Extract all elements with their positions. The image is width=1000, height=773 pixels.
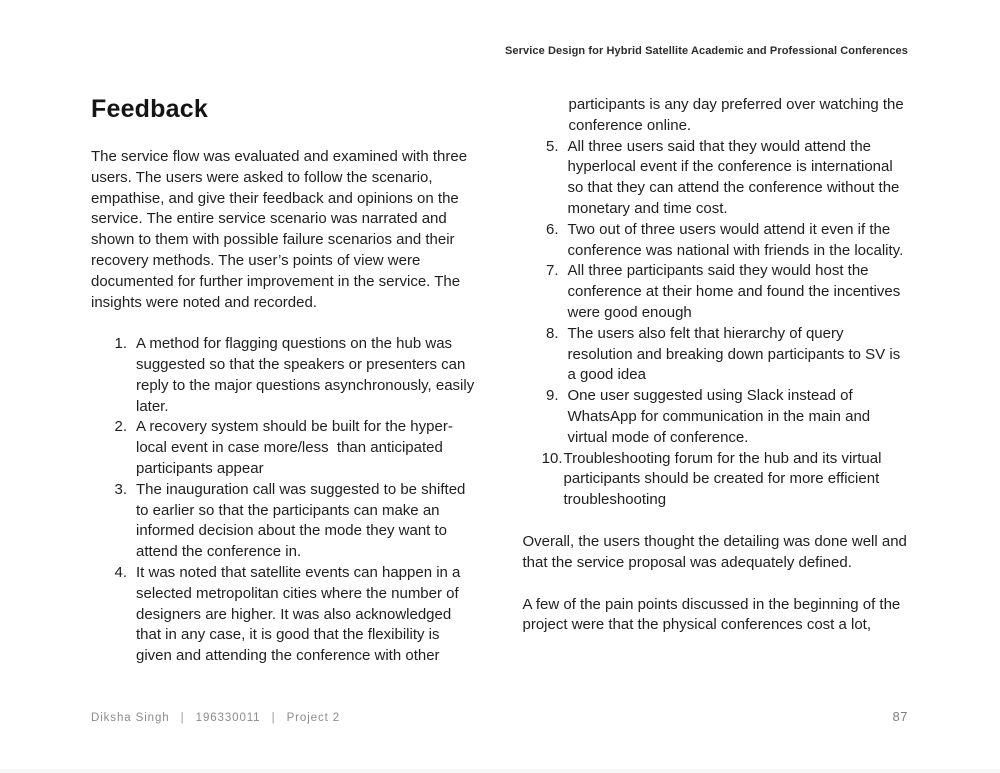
list-item-number: 2. [114, 418, 127, 436]
list-item-number: 8. [545, 324, 559, 342]
list-item-4-continuation: participants is any day preferred over watching the conference online. [568, 96, 908, 134]
list-item-text: A method for flagging questions on the hub was suggested so that the speakers or presenters can reply to the major questions asynchronously, easily later. [136, 335, 479, 415]
list-item-number: 5. [545, 137, 559, 155]
list-item-text: One user suggested using Slack instead of WhatsApp for communication in the main and virtual mode of conference. [567, 387, 875, 446]
right-column [522, 95, 912, 667]
list-item-number: 7. [545, 262, 559, 280]
two-column-layout [91, 95, 912, 667]
page-number: 87 [892, 709, 908, 724]
left-column [91, 95, 477, 667]
list-item [523, 324, 909, 386]
summary-paragraph: Overall, the users thought the detailing was done well and that the service proposal was adequately defined. [522, 532, 912, 571]
list-item-text: The inauguration call was suggested to be shifted to earlier so that the participants can make an informed decision about the mode they want to attend the conference in. [136, 480, 470, 561]
list-item-number: 9. [545, 387, 559, 405]
list-item [91, 480, 477, 563]
list-item-text: A recovery system should be built for the hyper-local event in case more/less than anticipated participants appear [136, 418, 453, 477]
page-footer [91, 709, 908, 724]
list-item-number: 4. [114, 563, 127, 581]
list-item [523, 220, 909, 262]
list-item [523, 261, 909, 323]
feedback-list-left [91, 334, 477, 667]
list-item-number: 10. [541, 449, 563, 467]
feedback-list-right [523, 137, 909, 511]
list-item-text: The users also felt that hierarchy of query resolution and breaking down participants to SV is a good idea [567, 324, 905, 384]
list-item-number: 6. [545, 220, 559, 238]
list-item [91, 417, 477, 479]
list-item-text: All three users said that they would attend the hyperlocal event if the conference is international so that they can attend the conference without the monetary and time cost. [567, 137, 904, 217]
list-item-text: Two out of three users would attend it even if the conference was national with friends in the locality. [567, 220, 904, 259]
list-item [523, 137, 909, 220]
footer-author-info [91, 712, 340, 724]
list-item [91, 563, 477, 667]
list-item [523, 449, 909, 511]
footer-separator: | [271, 712, 276, 724]
intro-paragraph: The service flow was evaluated and examined with three users. The users were asked to follow the scenario, empathise, and give their feedback and opinions on the service. The entire service scenario was narrated and shown to them with possible failure scenarios and their recovery methods. The user’s points of view were documented for further improvement in the service. The insights were noted and recorded. [91, 148, 472, 311]
footer-student-id: 196330011 [195, 712, 261, 724]
list-item [523, 386, 909, 448]
section-heading: Feedback [91, 95, 208, 123]
list-item-text: Troubleshooting forum for the hub and its virtual participants should be created for more efficient troubleshooting [563, 449, 886, 509]
list-item-number: 1. [114, 335, 127, 353]
list-item-number: 3. [114, 480, 127, 498]
running-header-title: Service Design for Hybrid Satellite Academic and Professional Conferences [504, 45, 908, 57]
pain-points-paragraph: A few of the pain points discussed in the beginning of the project were that the physical conferences cost a lot, [522, 595, 905, 634]
footer-project: Project 2 [286, 712, 341, 724]
list-item [91, 334, 477, 417]
footer-author: Diksha Singh [91, 712, 170, 724]
footer-separator: | [180, 712, 185, 724]
page-bottom-edge [0, 769, 1000, 773]
list-item-text: All three participants said they would host the conference at their home and found the incentives were good enough [567, 262, 905, 321]
list-item-text: It was noted that satellite events can happen in a selected metropolitan cities where the number of designers are higher. It was also acknowledged that in any case, it is good that the flexibility is given and attending the conference with other [136, 563, 465, 665]
